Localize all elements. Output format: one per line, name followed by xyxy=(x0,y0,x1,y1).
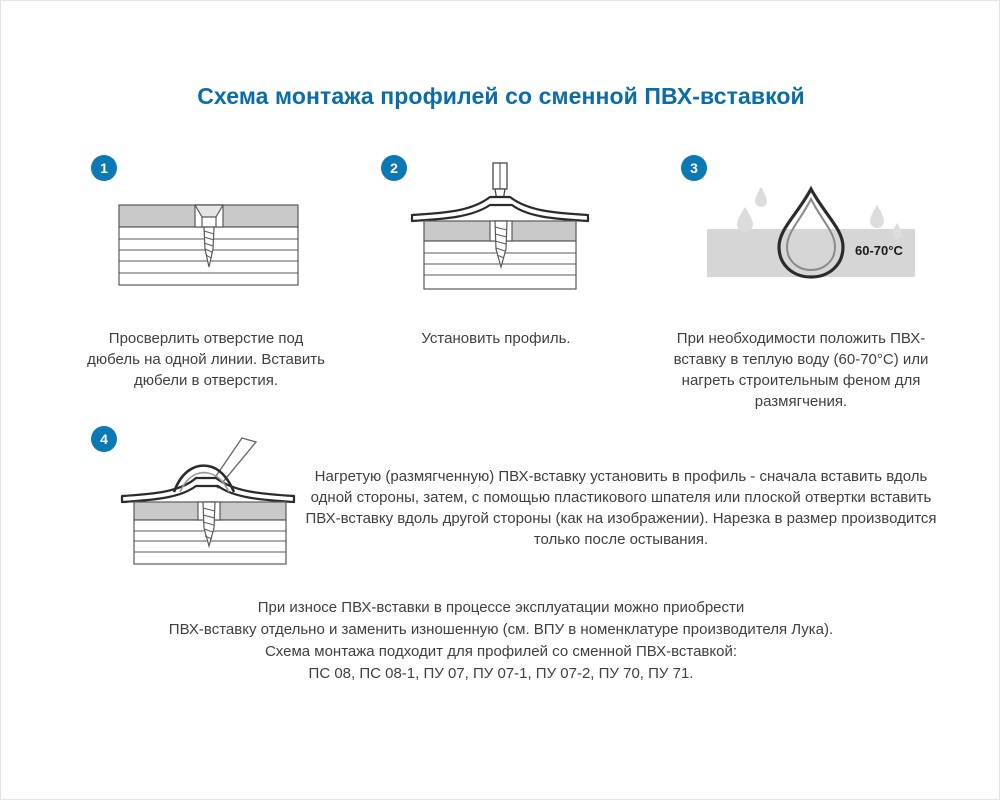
step-caption-1: Просверлить отверстие под дюбель на одной линии. Вставить дюбели в отверстия. xyxy=(87,330,325,389)
footer-note xyxy=(51,597,951,685)
step-badge-2: 2 xyxy=(381,155,407,181)
step-badge-3: 3 xyxy=(681,155,707,181)
footer-line-3: Схема монтажа подходит для профилей со сменной ПВХ-вставкой: xyxy=(264,643,738,660)
temperature-label: 60-70°C xyxy=(855,243,903,258)
heat-pvc-insert-illustration xyxy=(701,171,921,296)
insert-pvc-with-spatula-illustration xyxy=(116,436,306,566)
footer-line-2: ПВХ-вставку отдельно и заменить изношенную (см. ВПУ в номенклатуре производителя Лука). xyxy=(168,621,834,638)
footer-line-1: При износе ПВХ-вставки в процессе эксплуатации можно приобрести xyxy=(257,599,745,616)
step-caption-2: Установить профиль. xyxy=(421,330,571,347)
drill-hole-dowel-illustration xyxy=(116,187,301,297)
step-caption-3: При необходимости положить ПВХ-вставку в теплую воду (60-70°C) или нагреть строительным феном для размягчения. xyxy=(673,330,929,410)
page-title: Схема монтажа профилей со сменной ПВХ-вставкой xyxy=(197,83,805,109)
step-caption-4: Нагретую (размягченную) ПВХ-вставку установить в профиль - сначала вставить вдоль одной стороны, затем, с помощью пластикового шпателя или плоской отвертки вставить ПВХ-вставку вдоль другой стороны (как на изображении). Нарезка в размер производится только после остывания. xyxy=(305,468,937,548)
install-profile-illustration xyxy=(406,161,596,296)
footer-line-4: ПС 08, ПС 08-1, ПУ 07, ПУ 07-1, ПУ 07-2, ПУ 70, ПУ 71. xyxy=(308,665,694,682)
step-badge-1: 1 xyxy=(91,155,117,181)
step-badge-4: 4 xyxy=(91,426,117,452)
